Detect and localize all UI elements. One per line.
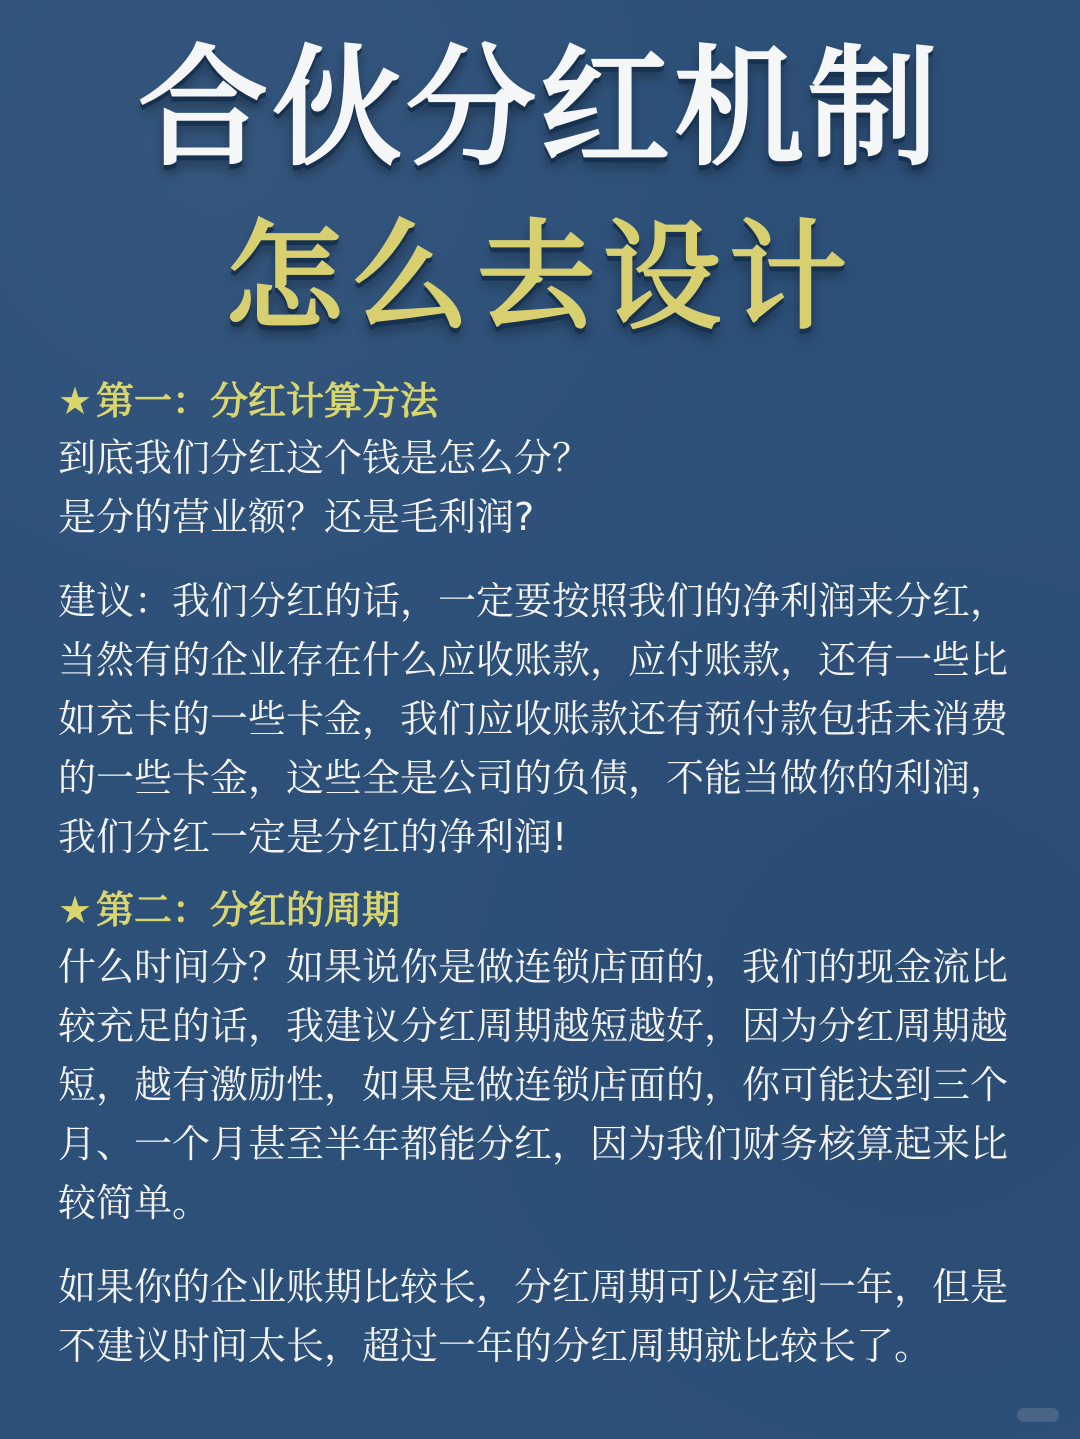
section-heading-text: 第二：分红的周期 xyxy=(96,888,401,932)
watermark-badge xyxy=(1017,1408,1059,1422)
star-icon: ★ xyxy=(58,888,93,932)
section-dividend-cycle xyxy=(58,882,1022,1376)
section-heading-text: 第一：分红计算方法 xyxy=(96,379,439,423)
subtitle: 怎么去设计 xyxy=(224,208,855,346)
section-heading xyxy=(58,882,1022,938)
section-dividend-calculation xyxy=(58,373,1022,867)
cycle-paragraph: 什么时间分？如果说你是做连锁店面的，我们的现金流比较充足的话，我建议分红周期越短越好，因为分红周期越短，越有激励性，如果是做连锁店面的，你可能达到三个月、一个月甚至半年都能分红，因为我们财务核算起来比较简单。 xyxy=(58,945,1009,1225)
main-title: 合伙分红机制 xyxy=(137,32,942,184)
star-icon: ★ xyxy=(58,379,93,423)
section-heading xyxy=(58,373,1022,429)
question-paragraph: 到底我们分红这个钱是怎么分？ 是分的营业额？还是毛利润? xyxy=(58,436,591,539)
long-cycle-paragraph: 如果你的企业账期比较长，分红周期可以定到一年，但是不建议时间太长，超过一年的分红周期就比较长了。 xyxy=(58,1265,1009,1368)
advice-paragraph: 建议：我们分红的话，一定要按照我们的净利润来分红，当然有的企业存在什么应收账款，应付账款，还有一些比如充卡的一些卡金，我们应收账款还有预付款包括未消费的一些卡金，这些全是公司的负债，不能当做你的利润，我们分红一定是分红的净利润! xyxy=(58,579,1009,859)
